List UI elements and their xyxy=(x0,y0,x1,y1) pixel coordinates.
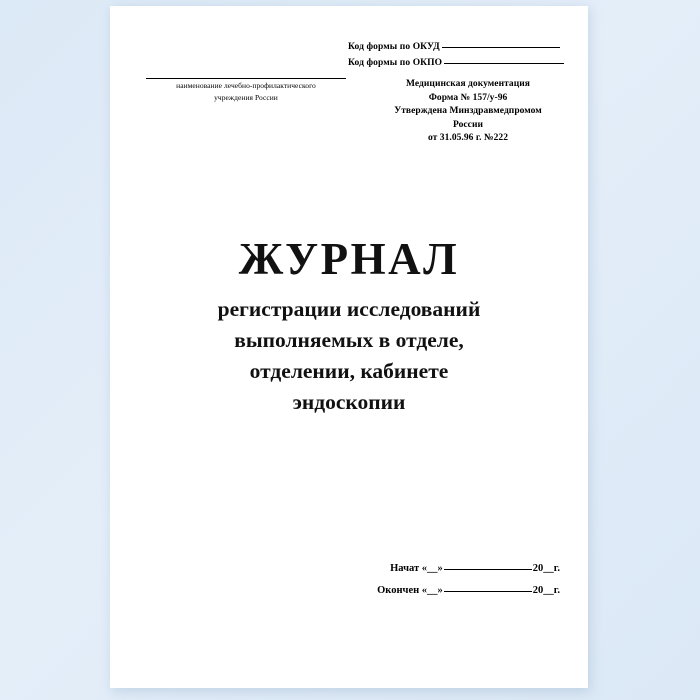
started-year: 20__г. xyxy=(532,563,560,574)
document-footer xyxy=(110,558,588,602)
page-subtitle-line-3: отделении, кабинете xyxy=(249,359,449,383)
form-code-okpo-label: Код формы по ОКПО xyxy=(348,58,443,68)
finished-row xyxy=(110,580,588,602)
finished-date-fill[interactable] xyxy=(444,582,532,592)
organization-caption-line1: наименование лечебно-профилактического xyxy=(176,81,316,90)
started-label: Начат «__» xyxy=(390,563,443,574)
form-code-okud-label: Код формы по ОКУД xyxy=(348,42,440,52)
started-date-fill[interactable] xyxy=(444,560,532,570)
document-title-block xyxy=(110,234,588,418)
med-doc-line-4: России xyxy=(453,119,483,130)
organization-caption-line2: учреждения России xyxy=(214,93,278,102)
form-code-okud-fill[interactable] xyxy=(442,39,560,48)
finished-year: 20__г. xyxy=(532,585,560,596)
med-doc-line-1: Медицинская документация xyxy=(406,79,530,89)
organization-block xyxy=(146,78,346,103)
med-doc-line-2: Форма № 157/у-96 xyxy=(428,92,508,103)
page-subtitle-line-1: регистрации исследований xyxy=(217,297,481,321)
document-page xyxy=(110,6,588,688)
page-subtitle-line-4: эндоскопии xyxy=(292,390,406,414)
form-code-okpo-row xyxy=(348,55,570,71)
form-code-okud-row xyxy=(348,39,570,55)
page-title: ЖУРНАЛ xyxy=(238,234,460,284)
finished-label: Окончен «__» xyxy=(377,585,443,596)
med-doc-line-3: Утверждена Минздравмедпромом xyxy=(394,106,542,116)
form-code-okpo-fill[interactable] xyxy=(444,55,564,64)
page-subtitle xyxy=(110,294,588,418)
form-codes-block xyxy=(348,39,570,71)
document-header xyxy=(110,6,588,156)
started-row xyxy=(110,558,588,580)
page-subtitle-line-2: выполняемых в отделе, xyxy=(234,328,464,352)
med-doc-line-5: от 31.05.96 г. №222 xyxy=(427,133,509,143)
medical-documentation-block xyxy=(368,78,568,146)
